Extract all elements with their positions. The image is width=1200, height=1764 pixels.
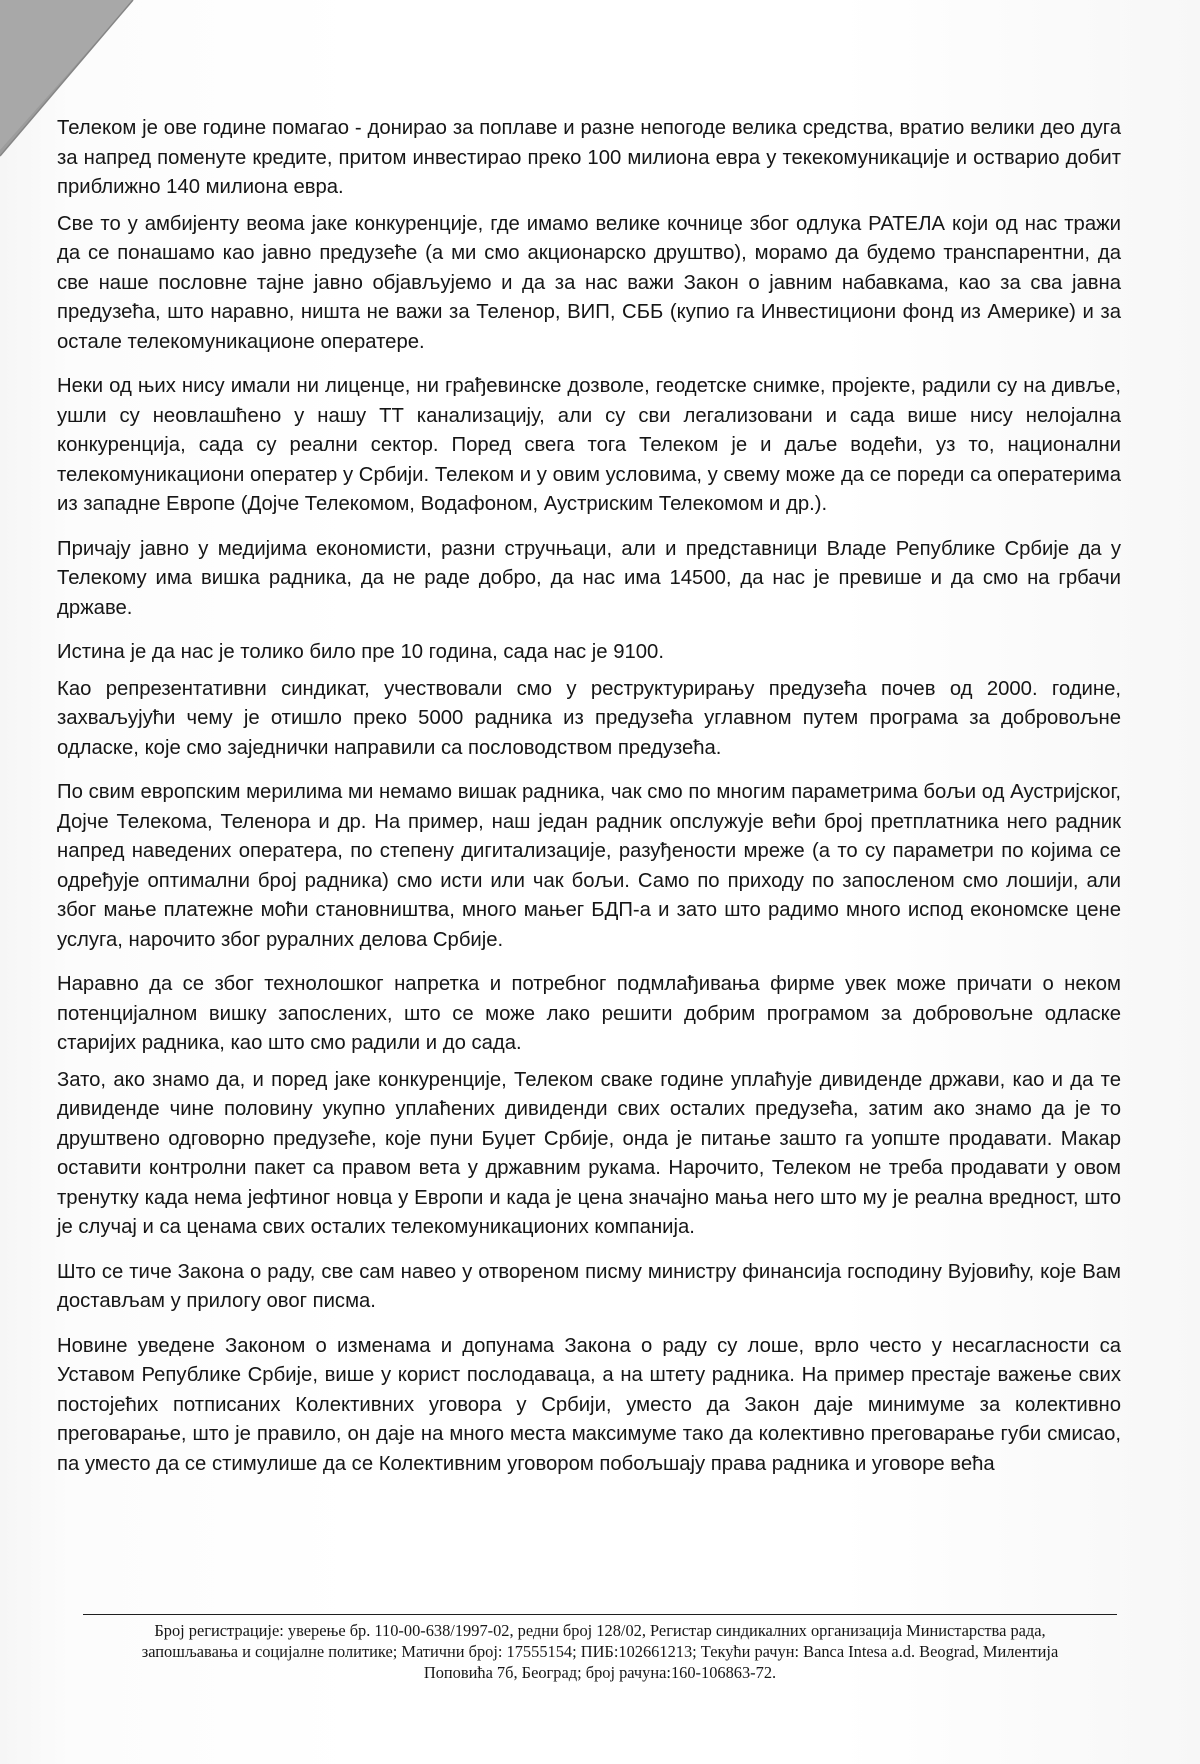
paragraph: Неки од њих нису имали ни лиценце, ни грађевинске дозволе, геодетске снимке, пројекте, радили су на дивље, ушли су неовлашћено у нашу ТТ канализацију, али су сви легализовани и сада више нису нелојална конкуренција, сада су реални сектор. Поред свега тога Телеком је и даље водећи, уз то, национални телекомуникациони оператер у Србији. Телеком и у овим условима, у свему може да се пореди са оператерима из западне Европе (Дојче Телекомом, Водафоном, Аустриским Телекомом и др.). bbox=[57, 375, 1121, 515]
footer-line: Поповића 7б, Београд; број рачуна:160-106863-72. bbox=[423, 1663, 777, 1682]
paragraph: Причају јавно у медијима економисти, разни стручњаци, али и представници Владе Републике Србије да у Телекому има вишка радника, да не раде добро, да нас има 14500, да нас је превише и да смо на грбачи државе. bbox=[57, 537, 1121, 619]
paragraph: Истина је да нас је толико било пре 10 година, сада нас је 9100. bbox=[57, 641, 664, 663]
footer-line: Број регистрације: уверење бр. 110-00-638/1997-02, редни број 128/02, Регистар синдикалних организација Министарства рада, bbox=[154, 1621, 1046, 1640]
footer-divider bbox=[83, 1614, 1117, 1615]
registration-footer bbox=[70, 1620, 1130, 1683]
paragraph: Новине уведене Законом о изменама и допунама Закона о раду су лоше, врло често у несагласности са Уставом Републике Србије, више у корист послодаваца, а на штету радника. На пример престаје важење свих постојећих потписаних Колективних уговора у Србији, уместо да Закон даје минимуме за колективно преговарање, што је правило, он даје на много места максимуме тако да колективно преговарање губи смисао, па уместо да се стимулише да се Колективним уговором побољшају права радника и уговоре већа bbox=[57, 1334, 1121, 1475]
paragraph: Што се тиче Закона о раду, све сам навео у отвореном писму министру финансија господину Вујовићу, које Вам достављам у прилогу овог писма. bbox=[57, 1260, 1121, 1312]
paragraph: Све то у амбијенту веома јаке конкуренције, где имамо велике кочнице због одлука РАТЕЛА који од нас тражи да се понашамо као јавно предузеће (а ми смо акционарско друштво), морамо да будемо транспарентни, да све наше пословне тајне јавно објављујемо и да за нас важи Закон о јавним набавкама, као за сва јавна предузећа, што наравно, ништа не важи за Теленор, ВИП, СББ (купио га Инвестициони фонд из Америке) и за остале телекомуникационе оператере. bbox=[57, 212, 1121, 353]
paragraph: Зато, ако знамо да, и поред јаке конкуренције, Телеком сваке године уплаћује дивиденде држави, као и да те дивиденде чине половину укупно уплаћених дивиденди свих осталих предузећа, затим ако знамо да је то друштвено одговорно предузеће, које пуни Буџет Србије, онда је питање зашто га уопште продавати. Макар оставити контролни пакет са правом вета у државним рукама. Нарочито, Телеком не треба продавати у овом тренутку када нема јефтиног новца у Европи и када је цена значајно мања него што му је реална вредност, што је случај и са ценама свих осталих телекомуникационих компанија. bbox=[57, 1068, 1121, 1238]
footer-line: запошљавања и социјалне политике; Матични број: 17555154; ПИБ:102661213; Текући рачун: Banca Intesa a.d. Beograd, Милентија bbox=[141, 1642, 1059, 1661]
paragraph: По свим европским мерилима ми немамо вишак радника, чак смо по многим параметрима бољи од Аустријског, Дојче Телекома, Теленора и др. На пример, наш један радник опслужује већи број претплатника него радник напред наведених оператера, по степену дигитализације, разуђености мреже (а то су параметри по којима се одређује оптимални број радника) смо исти или чак бољи. Само по приходу по запосленом смо лошији, али због мање платежне моћи становништва, много мањег БДП-а и зато што радимо много испод економске цене услуга, нарочито због руралних делова Србије. bbox=[57, 781, 1121, 951]
paragraph: Као репрезентативни синдикат, учествовали смо у реструктурирању предузећа почев од 2000. године, захваљујући чему је отишло преко 5000 радника из предузећа углавном путем програма за добровољне одласке, које смо заједнички направили са пословодством предузећа. bbox=[57, 677, 1121, 759]
letter-body bbox=[57, 114, 1121, 1479]
paragraph: Телеком је ове године помагао - донирао за поплаве и разне непогоде велика средства, вратио велики део дуга за напред поменуте кредите, притом инвестирао преко 100 милиона евра у текекомуникације и остварио добит приближно 140 милиона евра. bbox=[57, 117, 1121, 198]
paragraph: Наравно да се због технолошког напретка и потребног подмлађивања фирме увек може причати о неком потенцијалном вишку запослених, што се може лако решити добрим програмом за добровољне одласке старијих радника, као што смо радили и до сада. bbox=[57, 973, 1121, 1054]
